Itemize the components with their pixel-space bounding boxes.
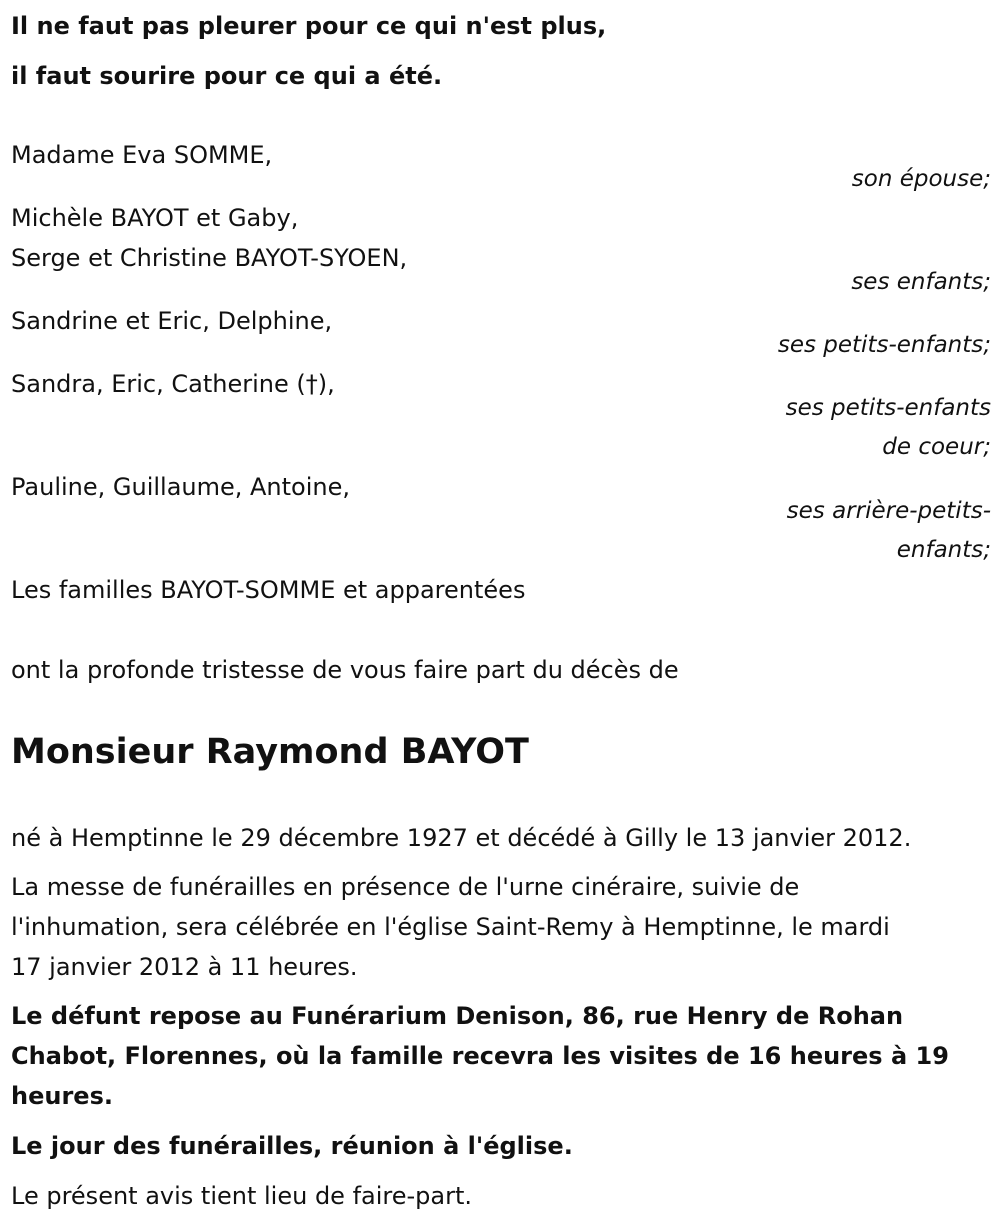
closing-line: Le présent avis tient lieu de faire-part. (11, 1182, 473, 1210)
announcement: ont la profonde tristesse de vous faire part du décès de (11, 656, 679, 684)
repose-line-1: Le défunt repose au Funérarium Denison, 86, rue Henry de Rohan (11, 1002, 904, 1030)
repose-line-3: heures. (11, 1082, 113, 1110)
quote-line-1: Il ne faut pas pleurer pour ce qui n'est plus, (11, 12, 607, 40)
family-name-children-1: Michèle BAYOT et Gaby, (11, 204, 299, 232)
birth-death: né à Hemptinne le 29 décembre 1927 et décédé à Gilly le 13 janvier 2012. (11, 824, 912, 852)
repose-line-2: Chabot, Florennes, où la famille recevra les visites de 16 heures à 19 (11, 1042, 949, 1070)
family-name-children-2: Serge et Christine BAYOT-SYOEN, (11, 244, 408, 272)
mass-line-2: l'inhumation, sera célébrée en l'église Saint-Remy à Hemptinne, le mardi (11, 913, 890, 941)
relation-great-grandchildren-1: ses arrière-petits- (786, 498, 991, 524)
meeting-line: Le jour des funérailles, réunion à l'église. (11, 1132, 573, 1160)
relation-step-grandchildren-1: ses petits-enfants (785, 395, 991, 421)
relation-children: ses enfants; (851, 269, 991, 295)
mass-line-3: 17 janvier 2012 à 11 heures. (11, 953, 358, 981)
relation-spouse: son épouse; (851, 166, 991, 192)
family-name-grandchildren: Sandrine et Eric, Delphine, (11, 307, 333, 335)
deceased-name: Monsieur Raymond BAYOT (11, 732, 529, 772)
quote-line-2: il faut sourire pour ce qui a été. (11, 62, 443, 90)
family-name-step-grandchildren: Sandra, Eric, Catherine (†), (11, 370, 335, 398)
family-name-great-grandchildren: Pauline, Guillaume, Antoine, (11, 473, 351, 501)
families-line: Les familles BAYOT-SOMME et apparentées (11, 576, 526, 604)
mass-line-1: La messe de funérailles en présence de l'urne cinéraire, suivie de (11, 873, 800, 901)
family-name-spouse: Madame Eva SOMME, (11, 141, 273, 169)
relation-grandchildren: ses petits-enfants; (777, 332, 991, 358)
relation-great-grandchildren-2: enfants; (896, 537, 991, 563)
relation-step-grandchildren-2: de coeur; (882, 434, 991, 460)
